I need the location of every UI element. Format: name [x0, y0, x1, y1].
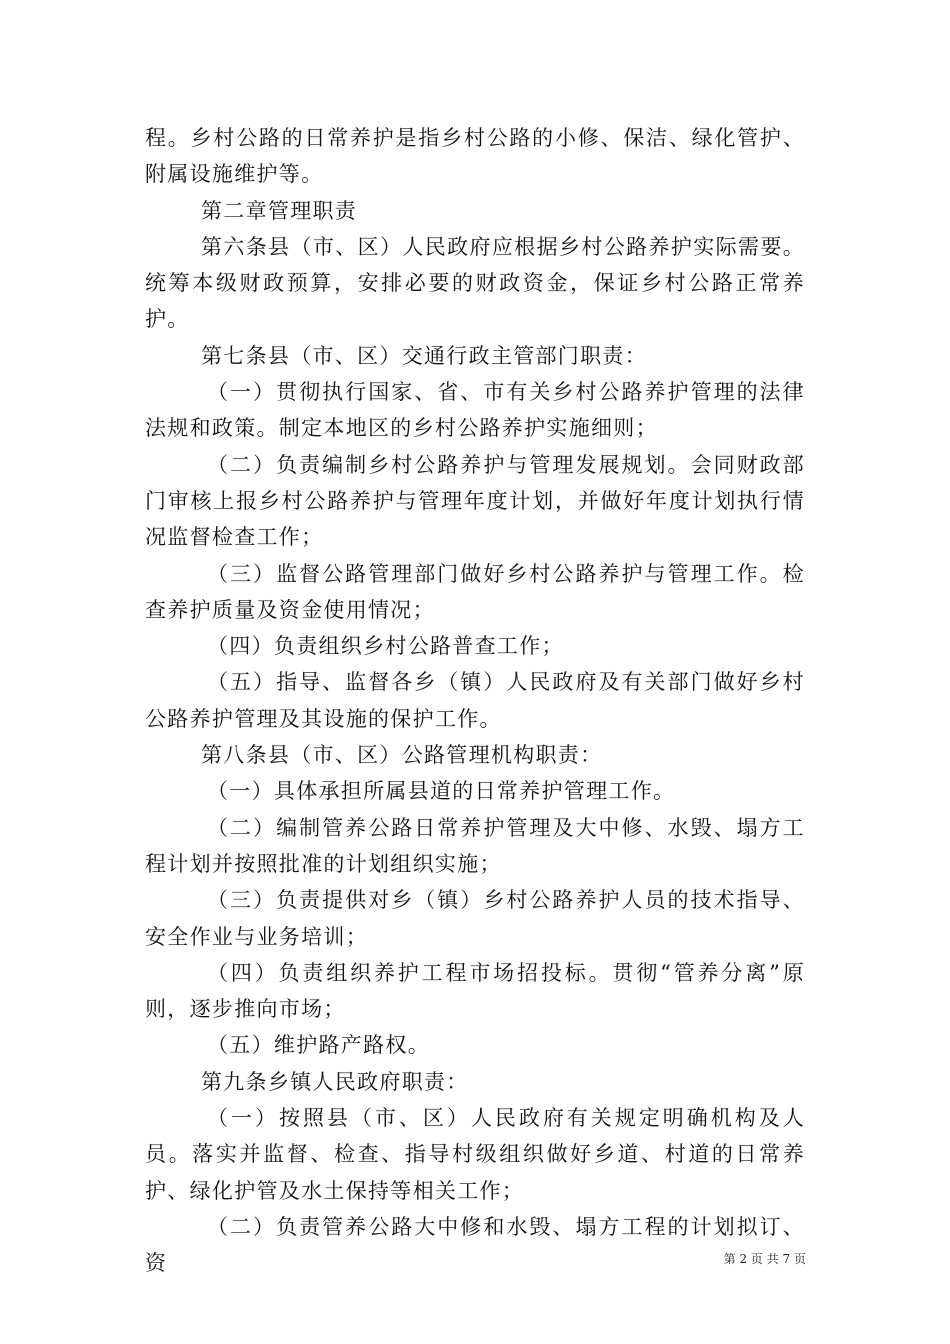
article-7: 第七条县（市、区）交通行政主管部门职责： [201, 343, 647, 368]
list-item: （二）编制管养公路日常养护管理及大中修、水毁、塌方工程计划并按照批准的计划组织实施； [145, 815, 805, 876]
list-item: （一）具体承担所属县道的日常养护管理工作。 [207, 779, 676, 804]
article-6: 第六条县（市、区）人民政府应根据乡村公路养护实际需要。统筹本级财政预算，安排必要的财政资金，保证乡村公路正常养护。 [145, 234, 805, 332]
list-item: （五）维护路产路权。 [207, 1033, 430, 1058]
article-9: 第九条乡镇人民政府职责： [201, 1069, 469, 1094]
list-item: （四）负责组织养护工程市场招投标。贯彻“管养分离”原则，逐步推向市场； [145, 960, 805, 1022]
list-item: （三）监督公路管理部门做好乡村公路养护与管理工作。检查养护质量及资金使用情况； [145, 561, 805, 622]
list-item: （一）按照县（市、区）人民政府有关规定明确机构及人员。落实并监督、检查、指导村级组织做好乡道、村道的日常养护、绿化护管及水土保持等相关工作； [145, 1106, 805, 1203]
list-item: （一）贯彻执行国家、省、市有关乡村公路养护管理的法律法规和政策。制定本地区的乡村公路养护实施细则； [145, 380, 805, 441]
list-item: （五）指导、监督各乡（镇）人民政府及有关部门做好乡村公路养护管理及其设施的保护工作。 [145, 670, 805, 731]
chapter-heading: 第二章管理职责 [201, 198, 358, 223]
document-body [145, 120, 805, 1282]
page-number-footer: 第 2 页 共 7 页 [723, 1252, 806, 1266]
list-item: （二）负责管养公路大中修和水毁、塌方工程的计划拟订、资 [145, 1214, 805, 1276]
article-8: 第八条县（市、区）公路管理机构职责： [201, 743, 603, 768]
list-item: （二）负责编制乡村公路养护与管理发展规划。会同财政部门审核上报乡村公路养护与管理年度计划，并做好年度计划执行情况监督检查工作； [145, 452, 805, 550]
list-item: （四）负责组织乡村公路普查工作； [207, 634, 564, 659]
list-item: （三）负责提供对乡（镇）乡村公路养护人员的技术指导、安全作业与业务培训； [145, 888, 805, 949]
paragraph: 程。乡村公路的日常养护是指乡村公路的小修、保洁、绿化管护、附属设施维护等。 [145, 126, 805, 187]
